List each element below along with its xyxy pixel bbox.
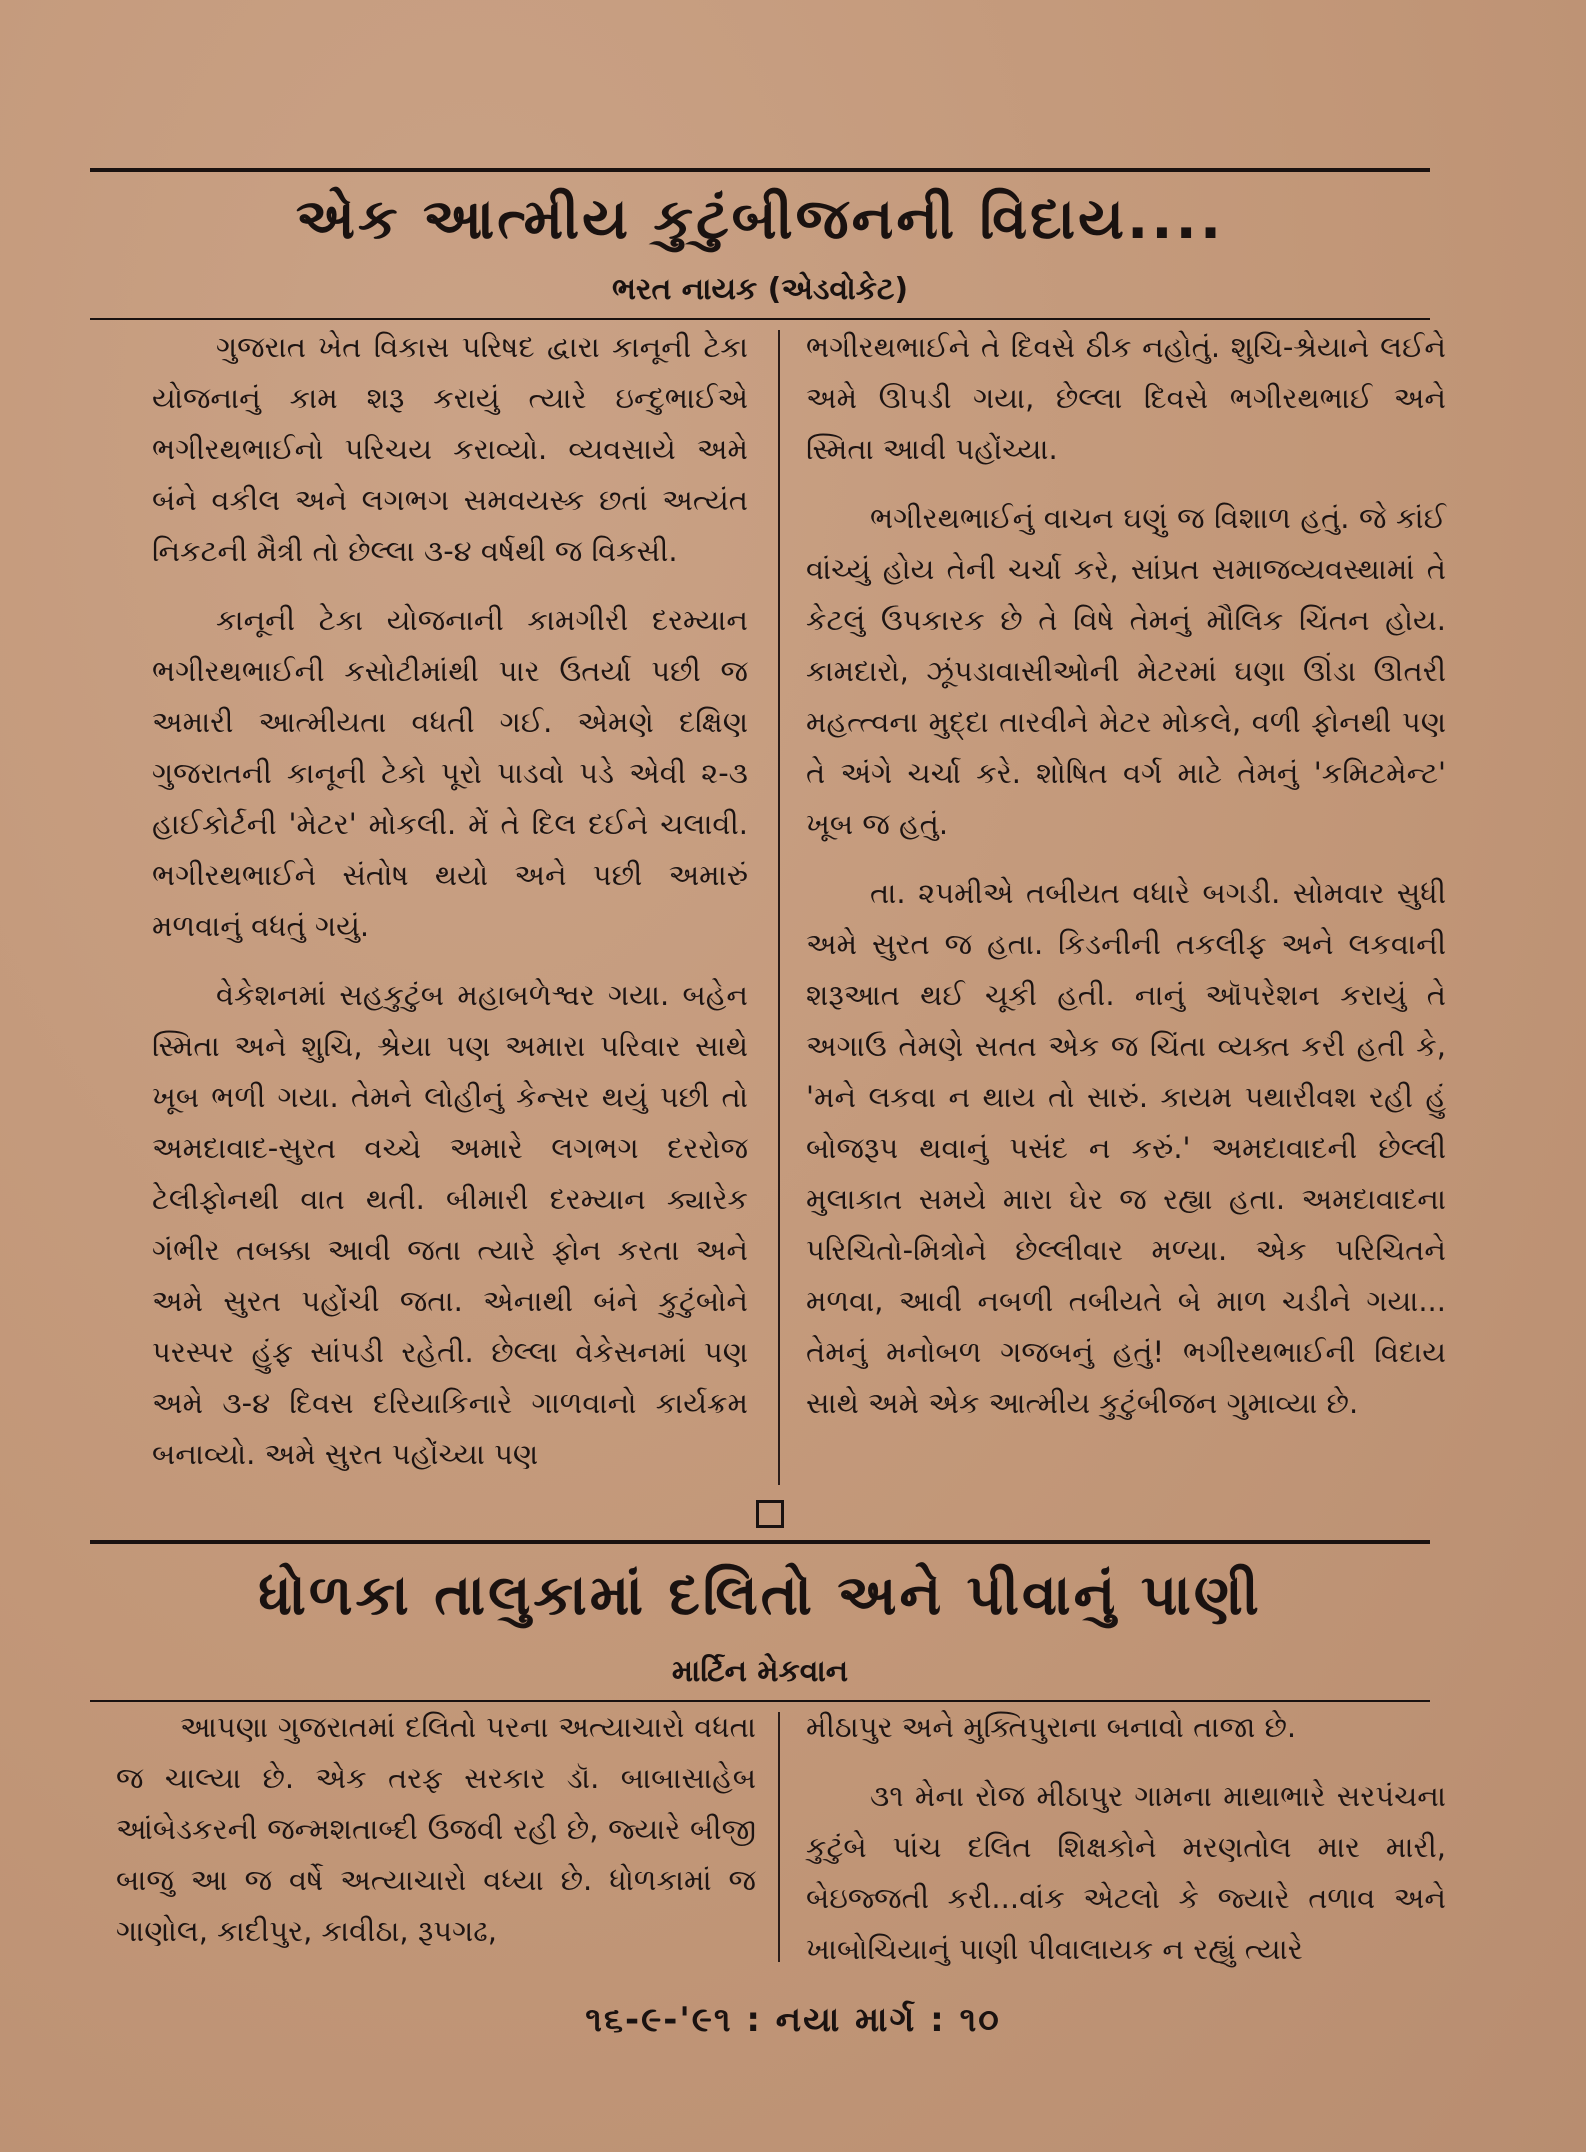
top-rule [90, 168, 1430, 172]
article1-right-column [806, 322, 1446, 1447]
article1-byline: ભરત નાયક (એડવોકેટ) [611, 272, 909, 307]
article1-paragraph: તા. ૨૫મીએ તબીયત વધારે બગડી. સોમવાર સુધી અમે સુરત જ હતા. કિડનીની તકલીફ અને લકવાની શરૂઆત થઈ ચૂકી હતી. નાનું ઑપરેશન કરાયું તે અગાઉ તેમણે સતત એક જ ચિંતા વ્યક્ત કરી હતી કે, 'મને લકવા ન થાય તો સારું. કાયમ પથારીવશ રહી હું બોજરૂપ થવાનું પસંદ ન કરું.' અમદાવાદની છેલ્લી મુલાકાત સમયે મારા ઘેર જ રહ્યા હતા. અમદાવાદના પરિચિતો-મિત્રોને છેલ્લીવાર મળ્યા. એક પરિચિતને મળવા, આવી નબળી તબીયતે બે માળ ચડીને ગયા... તેમનું મનોબળ ગજબનું હતું! ભગીરથભાઈની વિદાય સાથે અમે એક આત્મીય કુટુંબીજન ગુમાવ્યા છે. [806, 876, 1446, 1420]
article1-paragraph: વેકેશનમાં સહકુટુંબ મહાબળેશ્વર ગયા. બહેન સ્મિતા અને શુચિ, શ્રેયા પણ અમારા પરિવાર સાથે ખૂબ ભળી ગયા. તેમને લોહીનું કેન્સર થયું પછી તો અમદાવાદ-સુરત વચ્ચે અમારે લગભગ દરરોજ ટેલીફોનથી વાત થતી. બીમારી દરમ્યાન ક્યારેક ગંભીર તબક્કા આવી જતા ત્યારે ફોન કરતા અને અમે સુરત પહોંચી જતા. એનાથી બંને કુટુંબોને પરસ્પર હુંફ સાંપડી રહેતી. છેલ્લા વેકેસનમાં પણ અમે ૩-૪ દિવસ દરિયાકિનારે ગાળવાનો કાર્યક્રમ બનાવ્યો. અમે સુરત પહોંચ્યા પણ [152, 978, 748, 1471]
article1-paragraph: ભગીરથભાઈને તે દિવસે ઠીક નહોતું. શુચિ-શ્રેયાને લઈને અમે ઊપડી ગયા, છેલ્લા દિવસે ભગીરથભાઈ અને સ્મિતા આવી પહોંચ્યા. [806, 330, 1446, 466]
article2-paragraph: ૩૧ મેના રોજ મીઠાપુર ગામના માથાભારે સરપંચના કુટુંબે પાંચ દલિત શિક્ષકોને મરણતોલ માર મારી, બેઇજ્જતી કરી...વાંક એટલો કે જ્યારે તળાવ અને ખાબોચિયાનું પાણી પીવાલાયક ન રહ્યું ત્યારે [806, 1779, 1446, 1966]
end-of-article-mark [756, 1500, 784, 1528]
article1-left-column [152, 322, 748, 1498]
article2-paragraph: આપણા ગુજરાતમાં દલિતો પરના અત્યાચારો વધતા જ ચાલ્યા છે. એક તરફ સરકાર ડૉ. બાબાસાહેબ આંબેડકરની જન્મશતાબ્દી ઉજવી રહી છે, જ્યારે બીજી બાજુ આ જ વર્ષે અત્યાચારો વધ્યા છે. ધોળકામાં જ ગાણોલ, કાદીપુર, કાવીઠા, રૂપગઢ, [116, 1710, 756, 1948]
page-footer: ૧૬-૯-'૯૧ : નયા માર્ગ : ૧૦ [585, 2000, 1001, 2040]
article2-right-column [806, 1702, 1446, 1993]
article1-paragraph: ભગીરથભાઈનું વાચન ઘણું જ વિશાળ હતું. જે કાંઈ વાંચ્યું હોય તેની ચર્ચા કરે, સાંપ્રત સમાજવ્યવસ્થામાં તે કેટલું ઉપકારક છે તે વિષે તેમનું મૌલિક ચિંતન હોય. કામદારો, ઝૂંપડાવાસીઓની મેટરમાં ઘણા ઊંડા ઊતરી મહત્ત્વના મુદ્દા તારવીને મેટર મોકલે, વળી ફોનથી પણ તે અંગે ચર્ચા કરે. શોષિત વર્ગ માટે તેમનું 'કમિટમેન્ટ' ખૂબ જ હતું. [806, 501, 1446, 841]
article2-title: ધોળકા તાલુકામાં દલિતો અને પીવાનું પાણી [258, 1563, 1262, 1628]
article2-byline: માર્ટિન મેકવાન [671, 1654, 849, 1689]
article2-top-rule [90, 1540, 1430, 1544]
article2-paragraph: મીઠાપુર અને મુક્તિપુરાના બનાવો તાજા છે. [806, 1710, 1297, 1744]
article1-title: એક આત્મીય કુટુંબીજનની વિદાય.... [295, 187, 1225, 252]
article1-paragraph: કાનૂની ટેકા યોજનાની કામગીરી દરમ્યાન ભગીરથભાઈની કસોટીમાંથી પાર ઉતર્યા પછી જ અમારી આત્મીયતા વધતી ગઈ. એમણે દક્ષિણ ગુજરાતની કાનૂની ટેકો પૂરો પાડવો પડે એવી ૨-૩ હાઈકોર્ટની 'મેટર' મોકલી. મેં તે દિલ દઈને ચલાવી. ભગીરથભાઈને સંતોષ થયો અને પછી અમારું મળવાનું વધતું ગયું. [152, 603, 748, 943]
column-divider [778, 330, 780, 1485]
article2-left-column [116, 1702, 756, 1975]
article1-header-rule [90, 318, 1430, 320]
article1-paragraph: ગુજરાત ખેત વિકાસ પરિષદ દ્વારા કાનૂની ટેકા યોજનાનું કામ શરૂ કરાયું ત્યારે ઇન્દુભાઈએ ભગીરથભાઈનો પરિચય કરાવ્યો. વ્યવસાયે અમે બંને વકીલ અને લગભગ સમવયસ્ક છતાં અત્યંત નિકટની મૈત્રી તો છેલ્લા ૩-૪ વર્ષથી જ વિકસી. [152, 330, 748, 568]
column-divider [778, 1712, 780, 1962]
